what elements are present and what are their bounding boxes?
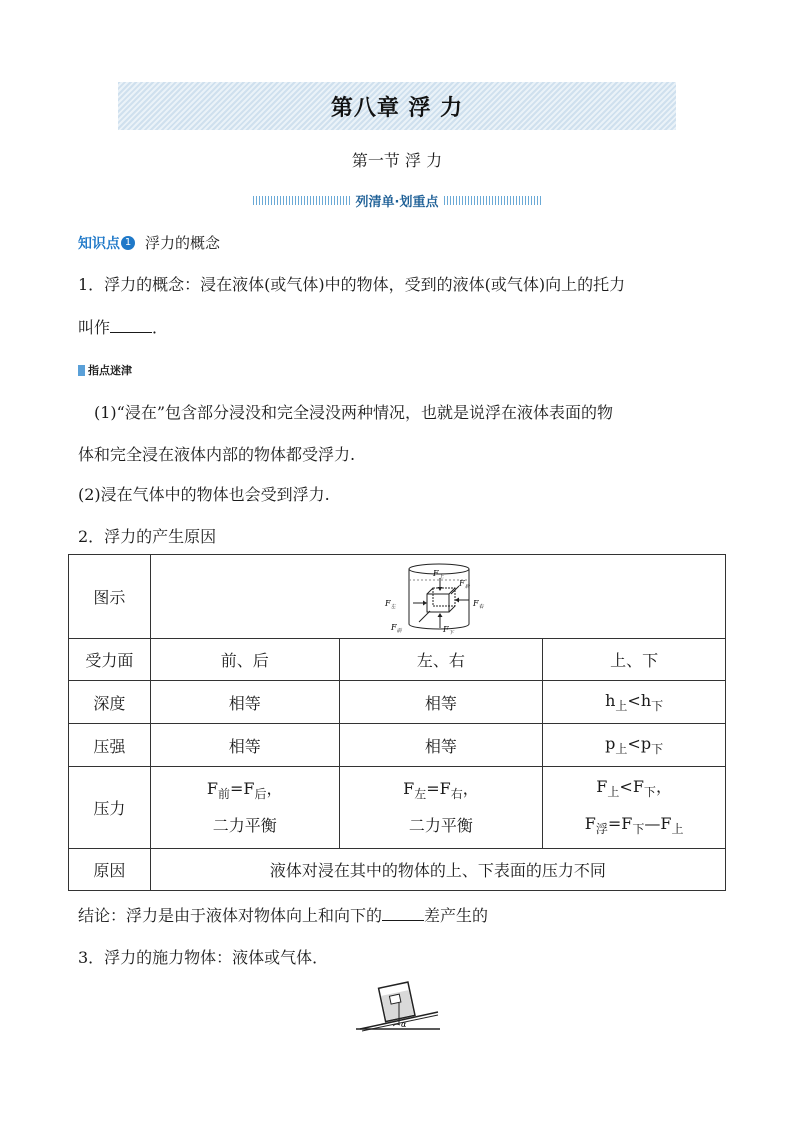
table-row-diagram	[69, 555, 726, 639]
cylinder-force-diagram	[383, 558, 493, 636]
label-f-bottom: $F_下$	[442, 624, 454, 636]
table-row-faces	[69, 639, 726, 681]
conclusion-prefix: 结论：浮力是由于液体对物体向上和向下的	[78, 906, 383, 925]
row-header-diagram: 图示	[69, 555, 151, 639]
diagram-cell	[150, 555, 725, 639]
cell-pressure-up-down: $p_上<p_下$	[543, 724, 726, 767]
arrow-front-force	[419, 611, 430, 622]
cell-pressure-left-right: 相等	[339, 724, 543, 767]
knowledge-point-number: 1	[121, 236, 135, 250]
label-f-front: $F_前$	[390, 622, 402, 634]
row-header-pressure: 压强	[69, 724, 151, 767]
knowledge-point-title: 浮力的概念	[145, 234, 221, 252]
answer-blank-2[interactable]	[382, 908, 424, 921]
arrow-head	[437, 613, 442, 617]
chapter-banner	[118, 82, 676, 130]
tip-text-1: (1)“浸在”包含部分浸没和完全浸没两种情况，也就是说浮在液体表面的物	[94, 403, 614, 422]
beaker	[379, 982, 415, 1021]
item1-line1: 1．浮力的概念：浸在液体(或气体)中的物体，受到的液体(或气体)向上的托力	[78, 275, 626, 294]
cylinder-top	[409, 564, 469, 574]
label-f-left: $F_左$	[384, 598, 396, 610]
cell-faces-front-back: 前、后	[150, 639, 339, 681]
label-f-right: $F_右$	[472, 598, 484, 610]
conclusion	[78, 903, 488, 926]
label-f-back: $F_后$	[458, 578, 470, 590]
cube-edge	[427, 588, 433, 594]
checklist-label: 列清单·划重点	[355, 194, 439, 210]
knowledge-point-tag: 知识点	[78, 235, 120, 252]
section-title: 第一节 浮 力	[351, 151, 443, 170]
tip-label: 指点迷津	[88, 364, 132, 377]
tip-icon	[78, 365, 85, 376]
cube-edge	[449, 606, 455, 612]
cell-depth-up-down: $h_上<h_下$	[543, 681, 726, 724]
tip-text-3: (2)浸在气体中的物体也会受到浮力.	[78, 485, 330, 504]
table-row-pressure	[69, 724, 726, 767]
cell-pressure-front-back: 相等	[150, 724, 339, 767]
item3-text: 3．浮力的施力物体：液体或气体．	[78, 948, 329, 967]
answer-blank-1[interactable]	[110, 320, 152, 333]
hatch-right	[444, 196, 541, 205]
table-row-depth	[69, 681, 726, 724]
chapter-title: 第八章 浮 力	[330, 95, 464, 121]
table-row-force	[69, 767, 726, 849]
item2-title: 2．浮力的产生原因	[78, 527, 217, 546]
item1-suffix: ．	[152, 318, 169, 337]
conclusion-suffix: 差产生的	[424, 906, 489, 925]
arrow-head	[455, 597, 459, 602]
cell-faces-up-down: 上、下	[543, 639, 726, 681]
row-header-depth: 深度	[69, 681, 151, 724]
checklist-bar	[253, 190, 541, 210]
row-header-cause: 原因	[69, 849, 151, 891]
tip-heading	[78, 362, 132, 378]
cell-depth-left-right: 相等	[339, 681, 543, 724]
item1-line2	[78, 315, 168, 338]
cylinder-bottom	[409, 624, 469, 629]
cell-faces-left-right: 左、右	[339, 639, 543, 681]
arrow-head	[423, 600, 427, 605]
tip-text-2: 体和完全浸在液体内部的物体都受浮力.	[78, 445, 356, 464]
cell-force-up-down: $F_上<F_下$， $F_浮=F_下—F_上$	[543, 767, 726, 849]
floating-block	[389, 994, 400, 1004]
incline-figure	[354, 975, 444, 1033]
arrow-back-force	[451, 586, 459, 594]
item1-prefix: 叫作	[78, 318, 111, 337]
knowledge-point-heading	[78, 232, 220, 253]
cube-front	[427, 594, 449, 612]
row-header-faces: 受力面	[69, 639, 151, 681]
hatch-left	[253, 196, 350, 205]
cell-force-left-right: $F_左=F_右$， 二力平衡	[339, 767, 543, 849]
table-row-cause	[69, 849, 726, 891]
arrow-head	[437, 587, 442, 591]
cell-depth-front-back: 相等	[150, 681, 339, 724]
cell-cause: 液体对浸在其中的物体的上、下表面的压力不同	[150, 849, 725, 891]
label-f-top: $F_上$	[432, 568, 444, 580]
row-header-force: 压力	[69, 767, 151, 849]
buoyancy-table	[68, 554, 726, 891]
angle-label: α	[401, 1020, 407, 1029]
cell-force-front-back: $F_前=F_后$， 二力平衡	[150, 767, 339, 849]
